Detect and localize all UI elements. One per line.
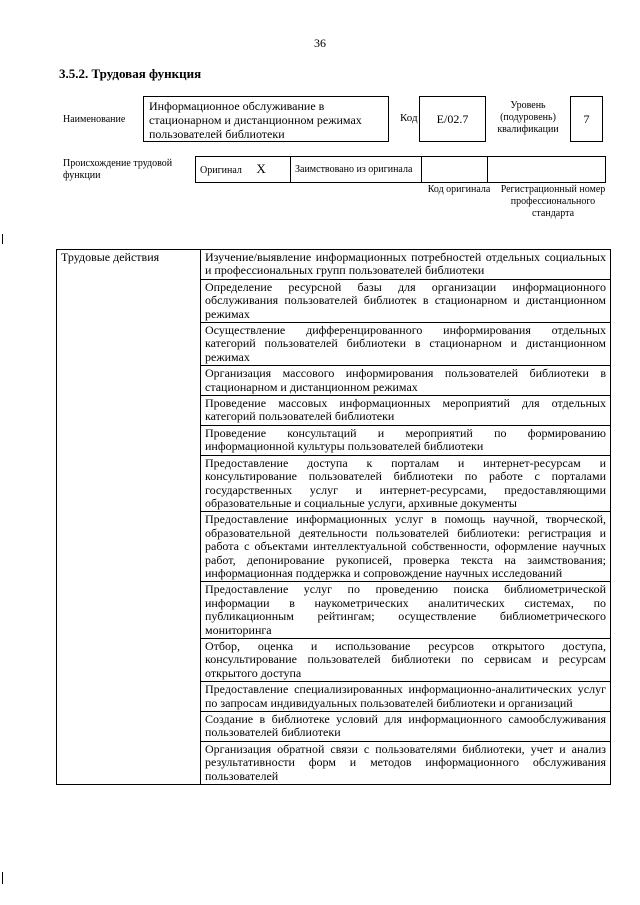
- code-value: E/02.7: [436, 111, 469, 126]
- borrowed-label: Заимствовано из оригинала: [295, 164, 413, 175]
- origin-table: [195, 156, 606, 183]
- name-value: Информационное обслуживание в стационарном и дистанционном режимах пользователей библиотеки: [149, 99, 362, 141]
- labor-action-item: Определение ресурсной базы для организации информационного обслуживания пользователей библиотек в стационарном и дистанционном режимах: [201, 279, 611, 322]
- original-label: Оригинал: [200, 165, 242, 176]
- code-original-cell: [422, 157, 488, 183]
- reg-number-caption: Регистрационный номер профессионального стандарта: [500, 184, 606, 219]
- section-title: 3.5.2. Трудовая функция: [59, 66, 202, 81]
- name-label: Наименование: [63, 114, 126, 125]
- level-value-box: [570, 96, 603, 142]
- page-number: 36: [314, 36, 326, 50]
- margin-mark-top: [2, 234, 3, 244]
- reg-number-cell: [488, 157, 606, 183]
- table-row: [57, 250, 611, 280]
- labor-actions-label: Трудовые действия: [61, 250, 160, 264]
- labor-action-item: Проведение массовых информационных мероприятий для отдельных категорий пользователей библиотеки: [201, 396, 611, 426]
- labor-action-item: Предоставление информационных услуг в помощь научной, творческой, образовательной деятельности пользователей библиотеки: регистрация и работа с объектами интеллектуальной собственности, оформление научных работ, депонирование рукописей, проверка текста на заимствования; информационная поддержка и сопровождение научных исследований: [201, 512, 611, 582]
- labor-action-item: Осуществление дифференцированного информирования отдельных категорий пользователей библиотеки в стационарном и дистанционном режимах: [201, 323, 611, 366]
- labor-action-item: Проведение консультаций и мероприятий по формированию информационной культуры пользователей библиотеки: [201, 425, 611, 455]
- origin-original-cell: [196, 157, 291, 183]
- labor-action-item: Организация массового информирования пользователей библиотеки в стационарном и дистанционном режимах: [201, 366, 611, 396]
- level-label: Уровень (подуровень) квалификации: [497, 100, 559, 135]
- labor-action-item: Изучение/выявление информационных потребностей отдельных социальных и профессиональных групп пользователей библиотеки: [201, 250, 611, 280]
- labor-action-item: Создание в библиотеке условий для информационного самообслуживания пользователей библиотеки: [201, 712, 611, 742]
- origin-label: Происхождение трудовой функции: [63, 158, 173, 181]
- name-value-box: [143, 96, 389, 142]
- level-value: 7: [583, 111, 590, 126]
- margin-mark-bottom: [2, 872, 3, 884]
- original-mark: X: [256, 161, 266, 176]
- code-value-box: [419, 96, 486, 142]
- labor-action-item: Организация обратной связи с пользователями библиотеки, учет и анализ результативности форм и методов информационного обслуживания пользователей: [201, 741, 611, 784]
- origin-borrowed-cell: [291, 157, 422, 183]
- labor-actions-table: [56, 249, 611, 785]
- labor-action-item: Предоставление доступа к порталам и интернет-ресурсам и консультирование пользователей библиотеки по работе с порталами государственных услуг и интернет-ресурсами, предоставляющими образовательные и социальные услуги, архивные документы: [201, 455, 611, 512]
- labor-action-item: Отбор, оценка и использование ресурсов открытого доступа, консультирование пользователей библиотеки по сервисам и ресурсам открытого доступа: [201, 638, 611, 681]
- code-original-caption: Код оригинала: [427, 184, 491, 195]
- code-label: Код: [400, 112, 418, 124]
- labor-action-item: Предоставление специализированных информационно-аналитических услуг по запросам индивидуальных пользователей библиотеки и организаций: [201, 682, 611, 712]
- labor-action-item: Предоставление услуг по проведению поиска библиометрической информации в наукометрических аналитических системах, по публикационным рейтингам; осуществление библиометрического мониторинга: [201, 582, 611, 639]
- labor-actions-label-cell: [57, 250, 201, 785]
